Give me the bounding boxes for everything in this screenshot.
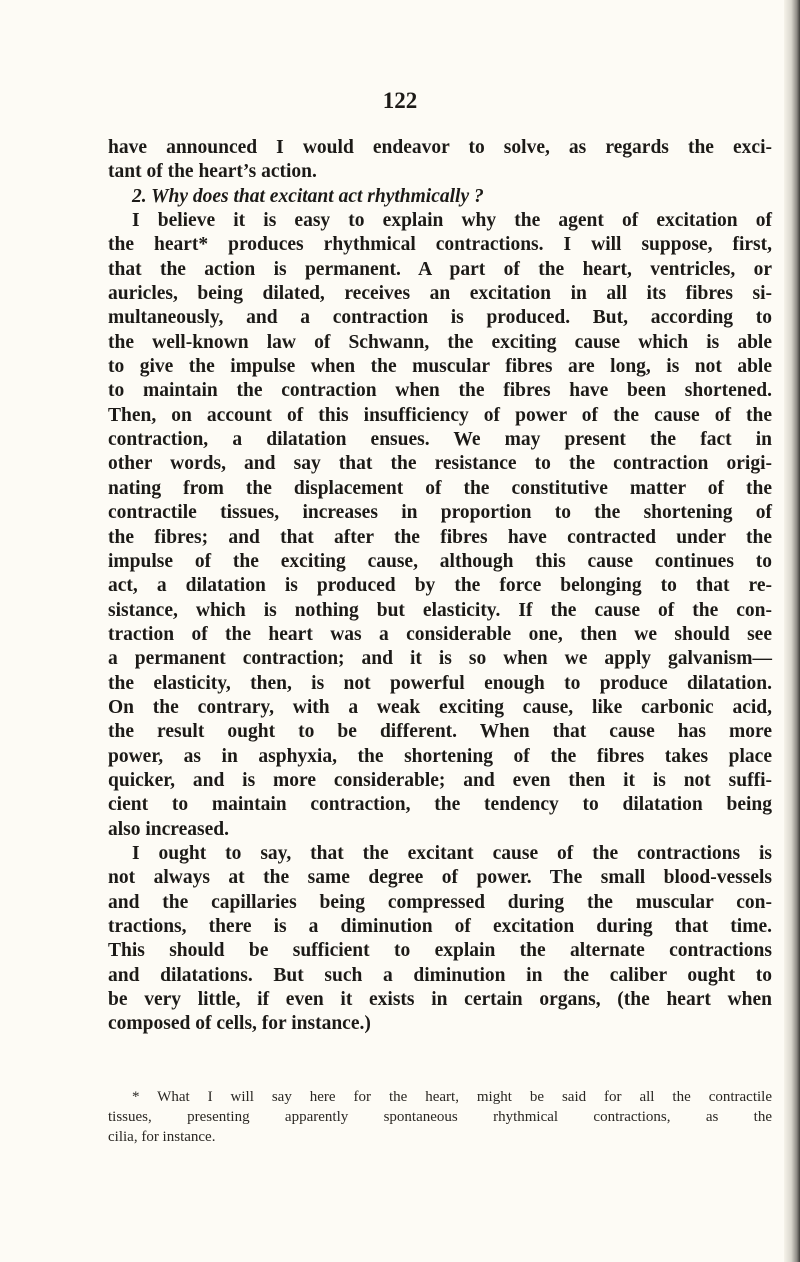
text-line: to give the impulse when the muscular fibres are long, is not able (108, 356, 772, 378)
text-line: power, as in asphyxia, the shortening of the fibres takes place (108, 745, 772, 767)
text-line: On the contrary, with a weak exciting cause, like carbonic acid, (108, 696, 772, 718)
text-line: that the action is permanent. A part of the heart, ventricles, or (108, 258, 772, 280)
text-line: the fibres; and that after the fibres have contracted under the (108, 526, 772, 548)
text-line: a permanent contraction; and it is so when we apply galvanism— (108, 648, 772, 670)
text-line: I ought to say, that the excitant cause of the contractions is (132, 842, 772, 864)
text-line: contractile tissues, increases in proportion to the shortening of (108, 502, 772, 524)
footnote-line: * What I will say here for the heart, might be said for all the contractile (132, 1089, 772, 1105)
text-line: multaneously, and a contraction is produced. But, according to (108, 307, 772, 329)
text-line: the result ought to be different. When that cause has more (108, 721, 772, 743)
text-line: and dilatations. But such a diminution in the caliber ought to (108, 964, 772, 986)
text-line: act, a dilatation is produced by the force belonging to that re- (108, 575, 772, 597)
text-line: I believe it is easy to explain why the agent of excitation of (132, 210, 772, 232)
page-number: 122 (382, 88, 418, 113)
text-line: cient to maintain contraction, the tendency to dilatation being (108, 794, 772, 816)
text-line: tractions, there is a diminution of excitation during that time. (108, 916, 772, 937)
text-line: also increased. (108, 818, 229, 840)
text-line: not always at the same degree of power. The small blood-vessels (108, 867, 772, 889)
text-line: Then, on account of this insufficiency of power of the cause of the (108, 404, 772, 426)
text-line: the well-known law of Schwann, the exciting cause which is able (108, 331, 772, 353)
text-line: contraction, a dilatation ensues. We may present the fact in (108, 429, 772, 451)
text-line: have announced I would endeavor to solve, as regards the exci- (108, 137, 772, 158)
footnote-line: tissues, presenting apparently spontaneous rhythmical contractions, as the (108, 1109, 772, 1125)
text-line: auricles, being dilated, receives an excitation in all its fibres si- (108, 283, 772, 305)
text-line: the elasticity, then, is not powerful enough to produce dilatation. (108, 672, 772, 694)
body-text (108, 136, 772, 1037)
footnote (108, 1087, 772, 1147)
text-line: This should be sufficient to explain the alternate contractions (108, 940, 772, 962)
text-line: be very little, if even it exists in certain organs, (the heart when (108, 989, 772, 1011)
footnote-line: cilia, for instance. (108, 1129, 216, 1145)
text-line: and the capillaries being compressed during the muscular con- (108, 891, 772, 913)
text-line: nating from the displacement of the constitutive matter of the (108, 477, 772, 499)
text-line: 2. Why does that excitant act rhythmically ? (132, 185, 484, 207)
text-line: sistance, which is nothing but elasticity. If the cause of the con- (108, 599, 772, 621)
page-edge-shadow (784, 0, 800, 1262)
text-line: tant of the heart’s action. (108, 161, 317, 183)
text-line: traction of the heart was a considerable one, then we should see (108, 623, 772, 645)
text-line: quicker, and is more considerable; and even then it is not suffi- (108, 769, 772, 791)
text-line: composed of cells, for instance.) (108, 1013, 371, 1035)
text-line: the heart* produces rhythmical contractions. I will suppose, first, (108, 234, 772, 256)
text-line: other words, and say that the resistance to the contraction origi- (108, 453, 772, 475)
text-line: to maintain the contraction when the fibres have been shortened. (108, 380, 772, 402)
text-line: impulse of the exciting cause, although this cause continues to (108, 550, 772, 572)
